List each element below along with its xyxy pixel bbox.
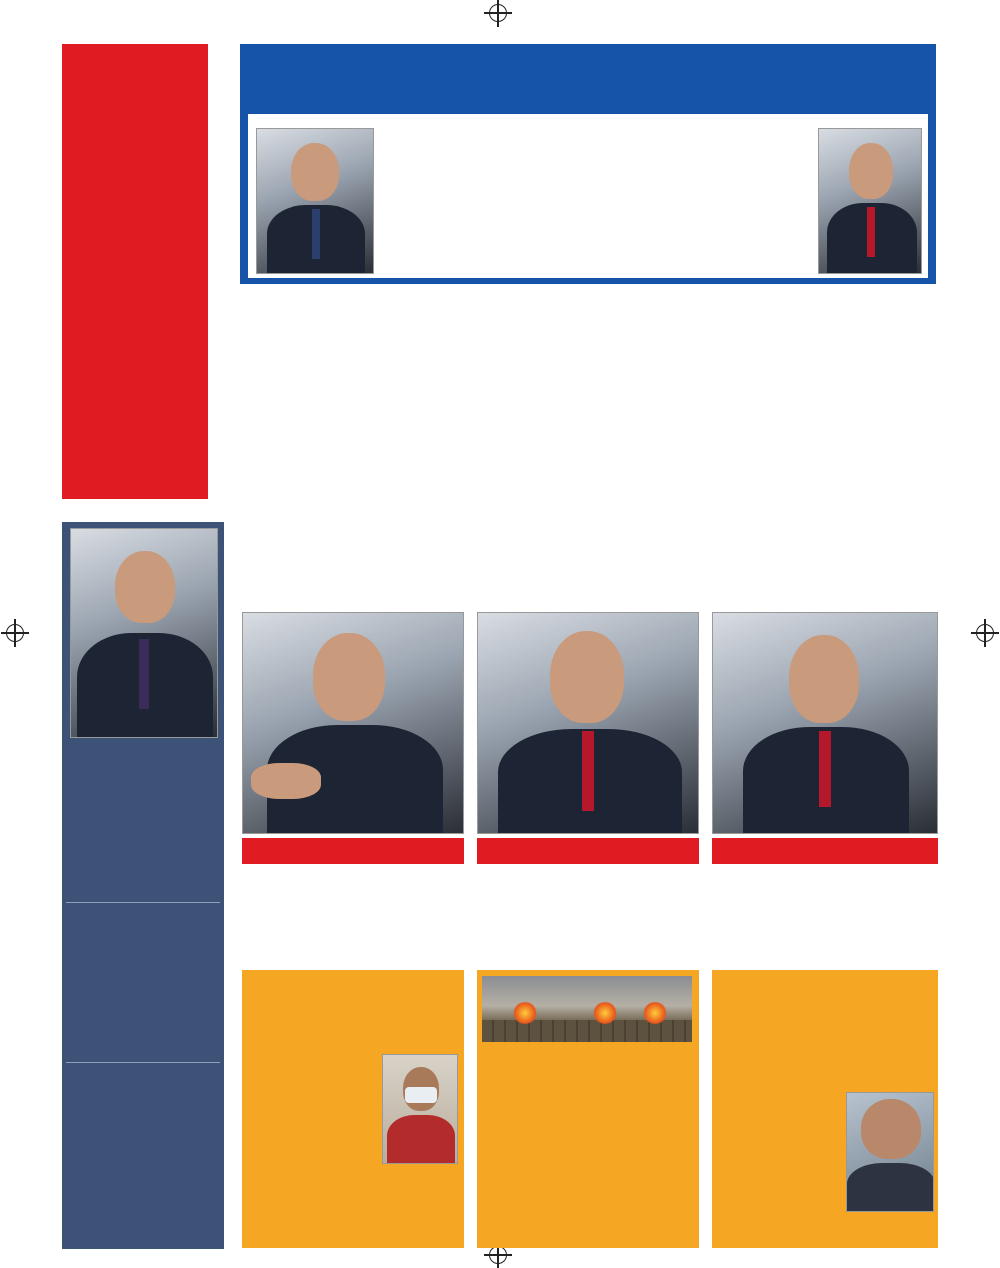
divider: [66, 1062, 220, 1063]
photo-ozgurgun: [256, 128, 374, 274]
dateline: [212, 44, 236, 499]
photo-suspect: [382, 1054, 458, 1164]
sub-story-bar: [477, 838, 699, 864]
photo-ozyigit: [477, 612, 699, 834]
sub-story-bar: [242, 838, 464, 864]
photo-ertugruloglu: [818, 128, 922, 274]
photo-erhurman: [242, 612, 464, 834]
photo-magusa-fire: [482, 976, 692, 1042]
registration-mark-icon: [489, 1246, 507, 1264]
photo-sucuoglu: [70, 528, 218, 738]
registration-mark-icon: [976, 624, 994, 642]
registration-mark-icon: [6, 624, 24, 642]
photo-ozersay: [712, 612, 938, 834]
top-story-body: [248, 114, 928, 278]
masthead-logo: [62, 44, 208, 499]
sub-story-bar: [712, 838, 938, 864]
photo-suspect-hand: [846, 1092, 934, 1212]
top-story-box: [240, 44, 936, 284]
registration-mark-icon: [489, 4, 507, 22]
divider: [66, 902, 220, 903]
